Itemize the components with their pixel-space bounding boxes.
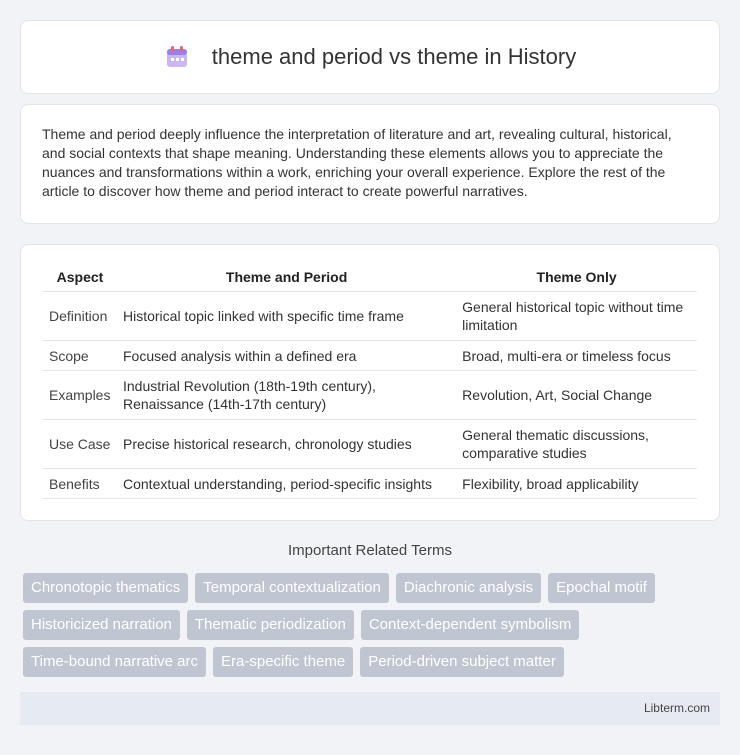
table-cell: Scope <box>43 341 117 371</box>
comparison-card <box>20 244 720 521</box>
table-cell: Flexibility, broad applicability <box>456 469 697 499</box>
related-term-tag[interactable]: Epochal motif <box>548 573 655 603</box>
related-term-tag[interactable]: Chronotopic thematics <box>23 573 188 603</box>
related-terms-heading: Important Related Terms <box>288 542 452 559</box>
related-term-tag[interactable]: Historicized narration <box>23 610 180 640</box>
table-cell: General historical topic without time limitation <box>456 292 697 341</box>
related-terms-list <box>23 573 723 684</box>
table-cell: Use Case <box>43 420 117 469</box>
related-term-tag[interactable]: Time-bound narrative arc <box>23 647 206 677</box>
table-row <box>43 469 697 499</box>
intro-card <box>20 104 720 224</box>
footer <box>20 692 720 725</box>
related-term-tag[interactable]: Context-dependent symbolism <box>361 610 580 640</box>
table-cell: General thematic discussions, comparative studies <box>456 420 697 469</box>
related-term-tag[interactable]: Diachronic analysis <box>396 573 541 603</box>
table-row <box>43 341 697 371</box>
related-term-tag[interactable]: Era-specific theme <box>213 647 353 677</box>
column-header: Theme Only <box>536 269 617 285</box>
page-title: theme and period vs theme in History <box>211 44 577 69</box>
table-cell: Industrial Revolution (18th-19th century), Renaissance (14th-17th century) <box>117 371 456 420</box>
table-cell: Revolution, Art, Social Change <box>456 371 697 420</box>
table-cell: Benefits <box>43 469 117 499</box>
footer-site-link[interactable]: Libterm.com <box>643 701 710 715</box>
related-term-tag[interactable]: Period-driven subject matter <box>360 647 564 677</box>
table-cell: Precise historical research, chronology studies <box>117 420 456 469</box>
table-row <box>43 292 697 341</box>
table-cell: Contextual understanding, period-specific insights <box>117 469 456 499</box>
column-header: Theme and Period <box>225 269 348 285</box>
table-cell: Historical topic linked with specific time frame <box>117 292 456 341</box>
intro-text: Theme and period deeply influence the interpretation of literature and art, revealing cultural, historical, and social contexts that shape meaning. Understanding these elements allows you to appreciate the nuances and transformations within a work, enriching your overall experience. Explore the rest of the article to discover how theme and period interact to create powerful narratives. <box>42 126 672 199</box>
table-cell: Broad, multi-era or timeless focus <box>456 341 697 371</box>
table-row <box>43 420 697 469</box>
comparison-table <box>43 263 697 499</box>
table-cell: Focused analysis within a defined era <box>117 341 456 371</box>
related-term-tag[interactable]: Thematic periodization <box>187 610 354 640</box>
table-cell: Definition <box>43 292 117 341</box>
column-header: Aspect <box>56 269 104 285</box>
calendar-icon <box>164 44 190 70</box>
table-header-row <box>43 263 697 292</box>
table-cell: Examples <box>43 371 117 420</box>
related-term-tag[interactable]: Temporal contextualization <box>195 573 389 603</box>
title-card <box>20 20 720 94</box>
table-row <box>43 371 697 420</box>
